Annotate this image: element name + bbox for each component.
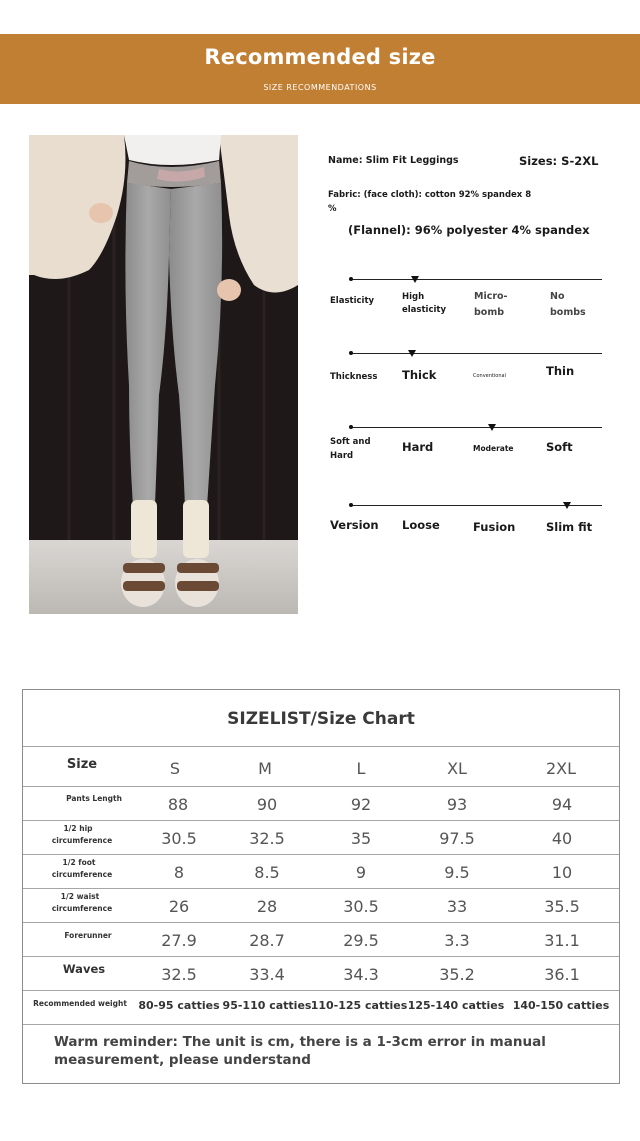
softness-marker-icon (488, 424, 496, 431)
row-label-pants-length: Pants Length (66, 794, 122, 803)
table-cell: 9.5 (444, 863, 470, 882)
table-cell: 140-150 catties (512, 999, 610, 1012)
fabric-line-1: Fabric: (face cloth): cotton 92% spandex 8 (328, 190, 532, 200)
product-sizes: Sizes: S-2XL (519, 154, 599, 168)
table-divider (23, 854, 619, 855)
table-divider (23, 746, 619, 747)
row-label-forerunner: Forerunner (64, 931, 112, 940)
elasticity-label: Elasticity (330, 296, 375, 306)
table-cell: 92 (350, 795, 372, 814)
elasticity-option-micro-2: bomb (474, 307, 505, 318)
version-scale-start (349, 503, 353, 507)
table-cell: 125-140 catties (407, 999, 505, 1012)
table-cell: 80-95 catties (138, 999, 220, 1012)
table-cell: 28.7 (249, 931, 285, 950)
leggings-illustration (29, 135, 298, 614)
page-title: Recommended size (204, 45, 436, 69)
product-photo (29, 135, 298, 614)
thickness-label: Thickness (330, 372, 378, 382)
row-label-foot-1: 1/2 foot (62, 858, 96, 867)
row-label-waves: Waves (62, 962, 106, 976)
softness-label-2: Hard (330, 451, 354, 461)
row-label-hip-2: circumference (51, 836, 113, 845)
elasticity-option-no-1: No (550, 291, 565, 302)
table-cell: 3.3 (444, 931, 470, 950)
size-chart-table (22, 689, 620, 1084)
table-cell: 33 (446, 897, 468, 916)
table-divider (23, 990, 619, 991)
table-divider (23, 888, 619, 889)
table-cell: 33.4 (249, 965, 285, 984)
table-cell: 8.5 (254, 863, 280, 882)
softness-option-soft: Soft (546, 440, 573, 454)
table-cell: 35 (350, 829, 372, 848)
elasticity-option-high-1: High (402, 292, 425, 302)
thickness-scale-start (349, 351, 353, 355)
table-cell: 93 (446, 795, 468, 814)
table-cell: 10 (551, 863, 573, 882)
elasticity-marker-icon (411, 276, 419, 283)
header-size: Size (66, 757, 98, 772)
table-cell: 40 (551, 829, 573, 848)
header-m: M (258, 759, 272, 778)
product-name: Name: Slim Fit Leggings (328, 155, 459, 166)
table-cell: 27.9 (161, 931, 197, 950)
row-label-waist-2: circumference (51, 904, 113, 913)
thickness-option-thick: Thick (402, 368, 437, 382)
elasticity-option-high-2: elasticity (402, 305, 447, 315)
table-cell: 110-125 catties (310, 999, 408, 1012)
table-cell: 95-110 catties (222, 999, 312, 1012)
softness-option-moderate: Moderate (473, 444, 514, 453)
header-xl: XL (447, 759, 467, 778)
row-label-foot-2: circumference (51, 870, 113, 879)
table-cell: 32.5 (249, 829, 285, 848)
header-s: S (169, 759, 181, 778)
table-cell: 35.5 (544, 897, 580, 916)
table-cell: 30.5 (161, 829, 197, 848)
elasticity-option-micro-1: Micro- (474, 291, 508, 302)
thickness-option-thin: Thin (546, 364, 575, 378)
softness-label-1: Soft and (330, 437, 371, 447)
row-label-weight: Recommended weight (33, 999, 127, 1008)
table-divider (23, 922, 619, 923)
table-cell: 28 (256, 897, 278, 916)
table-cell: 88 (167, 795, 189, 814)
version-option-fusion: Fusion (473, 520, 516, 534)
table-cell: 34.3 (343, 965, 379, 984)
version-option-slim: Slim fit (546, 520, 593, 534)
table-cell: 31.1 (544, 931, 580, 950)
elasticity-scale-start (349, 277, 353, 281)
row-label-hip-1: 1/2 hip (63, 824, 93, 833)
thickness-scale-line (350, 353, 602, 354)
table-cell: 90 (256, 795, 278, 814)
row-label-waist-1: 1/2 waist (60, 892, 100, 901)
header-banner (0, 34, 640, 104)
version-option-loose: Loose (402, 518, 440, 532)
table-cell: 26 (168, 897, 190, 916)
version-marker-icon (563, 502, 571, 509)
table-cell: 8 (173, 863, 185, 882)
table-divider (23, 956, 619, 957)
table-cell: 94 (551, 795, 573, 814)
softness-scale-line (350, 427, 602, 428)
softness-option-hard: Hard (402, 440, 434, 454)
table-divider (23, 1024, 619, 1025)
thickness-marker-icon (408, 350, 416, 357)
elasticity-scale-line (350, 279, 602, 280)
table-cell: 9 (355, 863, 367, 882)
table-divider (23, 786, 619, 787)
page-subtitle: SIZE RECOMMENDATIONS (263, 83, 377, 92)
thickness-option-conventional: Conventional (473, 373, 506, 379)
table-cell: 29.5 (343, 931, 379, 950)
flannel-info: (Flannel): 96% polyester 4% spandex (348, 223, 590, 237)
table-divider (23, 820, 619, 821)
table-cell: 32.5 (161, 965, 197, 984)
softness-scale-start (349, 425, 353, 429)
elasticity-option-no-2: bombs (550, 307, 586, 318)
table-cell: 36.1 (544, 965, 580, 984)
table-cell: 30.5 (343, 897, 379, 916)
fabric-line-2: % (328, 204, 337, 214)
warm-reminder: Warm reminder: The unit is cm, there is a 1-3cm error in manual measurement, please understand (54, 1034, 546, 1068)
table-cell: 35.2 (439, 965, 475, 984)
version-label: Version (330, 518, 379, 532)
header-2xl: 2XL (545, 759, 577, 778)
size-chart-title: SIZELIST/Size Chart (227, 709, 415, 729)
header-l: L (356, 759, 366, 778)
table-cell: 97.5 (439, 829, 475, 848)
